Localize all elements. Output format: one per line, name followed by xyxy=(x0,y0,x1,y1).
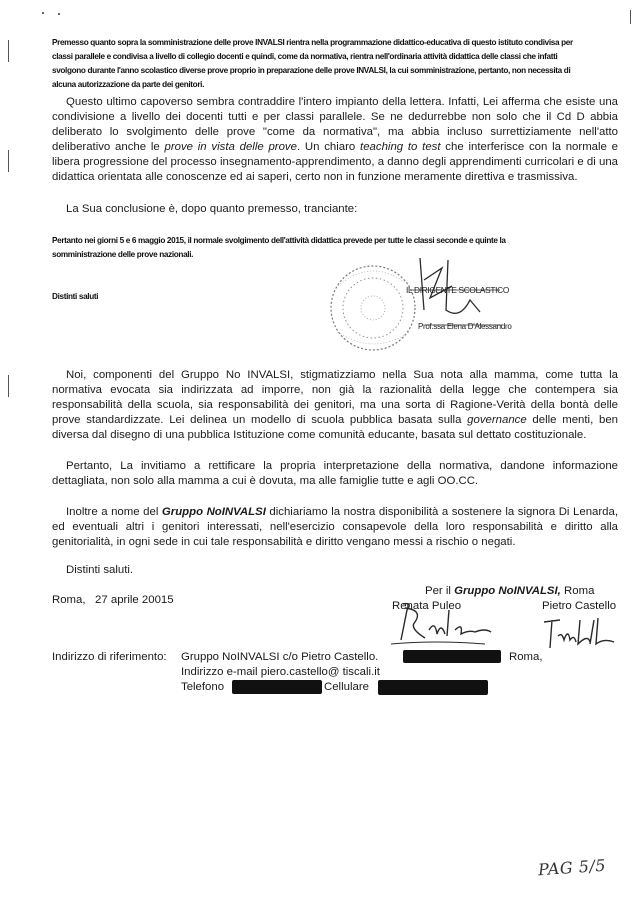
contact-email: Indirizzo e-mail piero.castello@ tiscali.it xyxy=(181,666,380,678)
contact-phone-label: Telefono xyxy=(181,681,225,693)
paragraph-text: Noi, componenti del Gruppo No INVALSI, stigmatizziamo nella Sua nota alla mamma, come tutta la normativa evocata sia indirizzata ad imporre, non già la razionalità della legge che contempera sia responsabilità della scuola, sia responsabilità dei genitori, ma una sorta di Ragione-Verità della bontà delle prove standardizzate. Lei delinea un modello di scuola pubblica basata sulla xyxy=(52,369,618,427)
signature-group: Gruppo NoINVALSI, xyxy=(454,585,561,597)
contact-mobile-label: Cellulare xyxy=(324,681,369,693)
paragraph-text: La Sua conclusione è, dopo quanto premesso, tranciante: xyxy=(66,203,358,215)
salutation-text: Distinti saluti xyxy=(52,292,99,301)
scan-speck xyxy=(42,12,44,14)
dirigente-signature-icon xyxy=(390,250,510,360)
signatory-1-name: Renata Puleo xyxy=(392,600,462,612)
quote-line: Premesso quanto sopra la somministrazione delle prove INVALSI rientra nella programmazione didattico-educativa di questo istituto condivisa per xyxy=(52,38,573,47)
signature-per: Per il xyxy=(425,585,455,597)
paragraph-conclusion-intro xyxy=(52,202,618,217)
paragraph-availability xyxy=(52,505,618,550)
scan-speck xyxy=(58,13,60,15)
paragraph-text: Pertanto, La invitiamo a rettificare la propria interpretazione della normativa, dandone informazione dettagliata, non solo alla mamma a cui è dovuta, ma alle famiglie tutte e agli OO.CC. xyxy=(52,460,618,488)
contact-city: Roma, xyxy=(509,651,543,663)
signature-header xyxy=(425,585,594,597)
margin-mark xyxy=(8,375,9,397)
page-number: PAG 5/5 xyxy=(537,855,607,880)
paragraph-analysis xyxy=(52,95,618,186)
paragraph-statement xyxy=(52,368,618,443)
signature-city: Roma xyxy=(564,585,595,597)
place-date: Roma, 27 aprile 20015 xyxy=(52,594,174,606)
handwritten-signature-1-icon xyxy=(385,600,495,650)
closing-salutation xyxy=(52,563,618,578)
quote-line: classi parallele e condivisa a livello di collegio docenti e quindi, come da normativa, rientra nell'ordinaria attività didattica delle classi che infatti xyxy=(52,52,558,61)
paragraph-text: Questo ultimo capoverso sembra contraddire l'intero impianto della lettera. Infatti, Lei afferma che esiste una condivisione a livello dei docenti tutti e per classi parallele. Se ne dedurrebbe non solo che il Cd D abbia deliberato lo svolgimento delle prove "come da normativa", ma abbia incluso surrettiziamente nell'atto deliberativo anche le xyxy=(52,96,618,154)
group-name: Gruppo NoINVALSI xyxy=(161,506,266,518)
redacted-address xyxy=(403,650,501,663)
emphasis-text: governance xyxy=(467,414,527,427)
quoted-block-1 xyxy=(52,36,612,92)
quote-line: alcuna autorizzazione da parte dei genitori. xyxy=(52,80,205,89)
margin-mark xyxy=(8,40,9,62)
contact-label: Indirizzo di riferimento: xyxy=(52,651,167,663)
redacted-phone xyxy=(232,680,322,694)
emphasis-text: prove in vista delle prove xyxy=(164,141,297,154)
paragraph-text: . Un chiaro xyxy=(296,141,361,154)
quote-line: svolgono durante l'anno scolastico diverse prove proprio in preparazione delle prove INVALSI, la cui somministrazione, pertanto, non necessita di xyxy=(52,66,571,75)
closing-text: Distinti saluti. xyxy=(66,564,134,576)
paragraph-text: che interferisce con la normale e libera progressione del processo insegnamento-apprendimento, a danno degli apprendimenti curricolari e di una didattica orientata alle conoscenze ed ai saperi, certo non in funzione meramente direttiva e trasmissiva. xyxy=(52,141,618,184)
quote-line: Pertanto nei giorni 5 e 6 maggio 2015, il normale svolgimento dell'attività didattica prevede per tutte le classi seconde e quinte la xyxy=(52,236,506,245)
stamp-name: Prof.ssa Elena D'Alessandro xyxy=(418,322,512,331)
margin-mark xyxy=(8,150,9,172)
handwritten-signature-2-icon xyxy=(540,614,620,654)
margin-mark xyxy=(630,10,631,24)
paragraph-request xyxy=(52,459,618,489)
redacted-mobile xyxy=(378,680,488,695)
contact-address: Gruppo NoINVALSI c/o Pietro Castello. xyxy=(181,651,379,663)
paragraph-text: Inoltre a nome del xyxy=(66,506,162,518)
signatory-2-name: Pietro Castello xyxy=(542,600,617,612)
paragraph-text: dichiariamo la nostra disponibilità a sostenere la signora Di Lenarda, ed eventuali altri i genitori interessati, nell'esercizio consapevole della loro responsabilità e diritto alla genitorialità, in ogni sede in cui tale responsabilità e diritto vengano messi a rischio o negati. xyxy=(52,506,618,549)
emphasis-text: teaching to test xyxy=(360,141,441,154)
quote-line: somministrazione delle prove nazionali. xyxy=(52,250,194,259)
stamp-title: IL DIRIGENTE SCOLASTICO xyxy=(406,285,509,295)
paragraph-text: delle menti, ben diversa dal disegno di una pubblica Istituzione come comunità educante, basata sul dettato costituzionale. xyxy=(52,414,618,442)
